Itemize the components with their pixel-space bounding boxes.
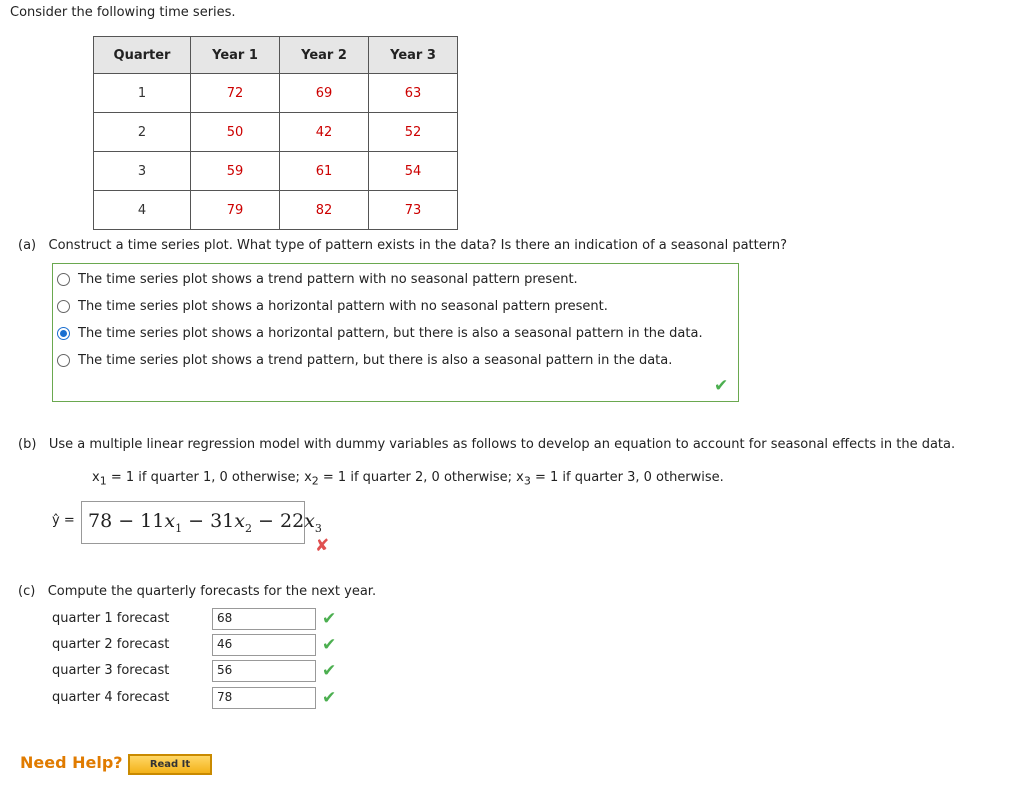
option-2[interactable] <box>57 299 608 314</box>
part-b-question-text: Use a multiple linear regression model with dummy variables as follows to develop an equation to account for seasonal effects in the data. <box>48 437 956 452</box>
radio-button[interactable] <box>57 354 70 367</box>
x1-var: x <box>92 470 100 485</box>
option-3[interactable] <box>57 326 703 341</box>
header-year-3: Year 3 <box>369 37 458 74</box>
eq-term-2: − 22 <box>251 510 305 532</box>
value-cell: 52 <box>369 113 458 152</box>
eq-var-1: x <box>164 510 176 532</box>
value-cell: 73 <box>369 191 458 230</box>
value-cell: 59 <box>191 152 280 191</box>
part-a-options-box <box>52 263 739 402</box>
need-help-label: Need Help? <box>20 753 123 772</box>
value-cell: 42 <box>280 113 369 152</box>
value-cell: 63 <box>369 74 458 113</box>
forecast-input-q1[interactable]: 68 <box>212 608 316 630</box>
forecast-label-q3: quarter 3 forecast <box>52 663 170 678</box>
quarter-cell: 2 <box>94 113 191 152</box>
x1-def: = 1 if quarter 1, 0 otherwise; <box>106 470 305 485</box>
forecast-input-q4[interactable]: 78 <box>212 687 316 709</box>
correct-check-icon: ✔ <box>322 609 337 629</box>
value-cell: 72 <box>191 74 280 113</box>
forecast-label-q4: quarter 4 forecast <box>52 690 170 705</box>
header-year-2: Year 2 <box>280 37 369 74</box>
x3-var: x <box>516 470 524 485</box>
table-row <box>94 191 458 230</box>
forecast-label-q2: quarter 2 forecast <box>52 637 170 652</box>
quarter-cell: 4 <box>94 191 191 230</box>
quarter-cell: 3 <box>94 152 191 191</box>
option-4[interactable] <box>57 353 672 368</box>
eq-term-1: − 31 <box>182 510 235 532</box>
eq-var-3: x <box>304 510 315 532</box>
correct-check-icon: ✔ <box>714 376 729 396</box>
yhat-label: ŷ = <box>52 513 75 528</box>
table-row <box>94 74 458 113</box>
radio-button[interactable] <box>57 273 70 286</box>
value-cell: 50 <box>191 113 280 152</box>
part-a-question <box>18 238 787 253</box>
value-cell: 69 <box>280 74 369 113</box>
regression-equation-input[interactable]: $78 - 11x_1 - 31x_2 - 22x_3$ <box>81 501 305 544</box>
part-b-label: (b) <box>18 437 37 452</box>
radio-button-selected[interactable] <box>57 327 70 340</box>
incorrect-x-icon: ✘ <box>315 536 330 556</box>
intro-text: Consider the following time series. <box>10 5 236 20</box>
option-label: The time series plot shows a horizontal pattern, but there is also a seasonal pattern in the data. <box>78 326 703 341</box>
table-header-row <box>94 37 458 74</box>
part-b-question <box>18 437 955 452</box>
part-a-label: (a) <box>18 238 37 253</box>
read-it-button[interactable]: Read It <box>128 754 212 775</box>
x2-var: x <box>304 470 312 485</box>
eq-var-2: x <box>234 510 245 532</box>
quarter-cell: 1 <box>94 74 191 113</box>
part-c-label: (c) <box>18 584 36 599</box>
correct-check-icon: ✔ <box>322 688 337 708</box>
value-cell: 79 <box>191 191 280 230</box>
part-c-question-text: Compute the quarterly forecasts for the next year. <box>47 584 377 599</box>
x2-def: = 1 if quarter 2, 0 otherwise; <box>318 470 517 485</box>
value-cell: 82 <box>280 191 369 230</box>
forecast-input-q3[interactable]: 56 <box>212 660 316 682</box>
correct-check-icon: ✔ <box>322 635 337 655</box>
part-c-question <box>18 584 376 599</box>
part-a-question-text: Construct a time series plot. What type of pattern exists in the data? Is there an indication of a seasonal pattern? <box>48 238 787 253</box>
option-label: The time series plot shows a trend pattern with no seasonal pattern present. <box>78 272 578 287</box>
header-quarter: Quarter <box>94 37 191 74</box>
forecast-input-q2[interactable]: 46 <box>212 634 316 656</box>
correct-check-icon: ✔ <box>322 661 337 681</box>
forecast-label-q1: quarter 1 forecast <box>52 611 170 626</box>
x3-def: = 1 if quarter 3, 0 otherwise. <box>530 470 724 485</box>
option-label: The time series plot shows a horizontal pattern with no seasonal pattern present. <box>78 299 608 314</box>
table-row <box>94 113 458 152</box>
eq-term-0: 78 − 11 <box>88 510 165 532</box>
radio-button[interactable] <box>57 300 70 313</box>
value-cell: 54 <box>369 152 458 191</box>
option-1[interactable] <box>57 272 578 287</box>
header-year-1: Year 1 <box>191 37 280 74</box>
value-cell: 61 <box>280 152 369 191</box>
time-series-table <box>93 36 458 230</box>
dummy-definitions: $x_1 = 1$ if quarter 1, 0 otherwise; $x_2 = 1$ if quarter 2, 0 otherwise; $x_3 = 1$ if quarter 3, 0 otherwise. <box>92 470 724 488</box>
option-label: The time series plot shows a trend pattern, but there is also a seasonal pattern in the data. <box>78 353 673 368</box>
table-row <box>94 152 458 191</box>
